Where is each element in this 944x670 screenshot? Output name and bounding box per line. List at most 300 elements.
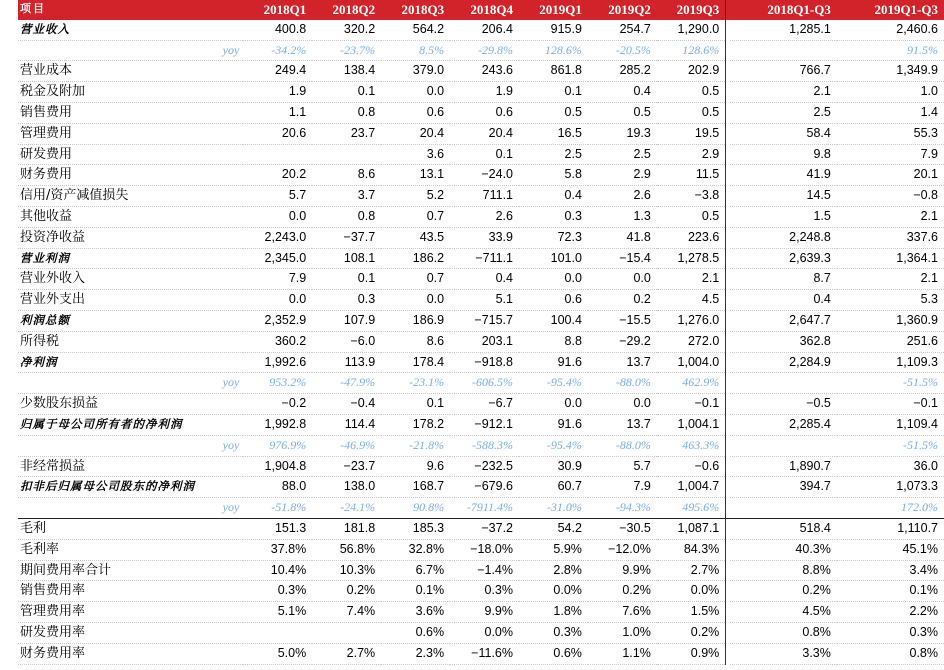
row-label: 毛利 bbox=[18, 518, 243, 539]
header-label: 项目 bbox=[18, 0, 243, 20]
cell-quarter: 138.4 bbox=[312, 61, 381, 82]
cell-quarter: -606.5% bbox=[450, 373, 519, 394]
cell-quarter: 0.0 bbox=[519, 269, 588, 290]
cell-quarter: 0.4 bbox=[519, 186, 588, 207]
cell-ytd: 1,109.4 bbox=[837, 414, 944, 435]
table-row bbox=[18, 227, 944, 248]
cell-quarter: 953.2% bbox=[243, 373, 312, 394]
cell-quarter: 1.0% bbox=[588, 622, 657, 643]
cell-ytd: 251.6 bbox=[837, 331, 944, 352]
cell-quarter: 1,992.8 bbox=[243, 414, 312, 435]
table-row bbox=[18, 248, 944, 269]
cell-ytd: 394.7 bbox=[730, 477, 837, 498]
cell-quarter: -88.0% bbox=[588, 373, 657, 394]
row-label: 投资净收益 bbox=[18, 227, 243, 248]
cell-quarter: 7.6% bbox=[588, 602, 657, 623]
cell-quarter: −12.0% bbox=[588, 539, 657, 560]
header-ytd: 2019Q1-Q3 bbox=[837, 0, 944, 20]
table-row bbox=[18, 102, 944, 123]
cell-ytd: 3.4% bbox=[837, 560, 944, 581]
cell-quarter: -51.8% bbox=[243, 498, 312, 519]
cell-quarter: 0.3 bbox=[519, 206, 588, 227]
cell-quarter: 1,004.7 bbox=[657, 477, 726, 498]
cell-quarter: 54.2 bbox=[519, 518, 588, 539]
cell-ytd: 1,890.7 bbox=[730, 456, 837, 477]
cell-quarter: 6.7% bbox=[381, 560, 450, 581]
cell-quarter: 1,290.0 bbox=[657, 20, 726, 40]
cell-quarter: 206.4 bbox=[450, 20, 519, 40]
cell-ytd: 58.4 bbox=[730, 123, 837, 144]
cell-ytd: 40.3% bbox=[730, 539, 837, 560]
table-row bbox=[18, 186, 944, 207]
cell-ytd: 2.1 bbox=[837, 206, 944, 227]
row-label: 税金及附加 bbox=[18, 82, 243, 103]
cell-quarter: 0.0 bbox=[243, 206, 312, 227]
cell-quarter: 0.0% bbox=[519, 581, 588, 602]
cell-ytd: 36.0 bbox=[837, 456, 944, 477]
cell-quarter: 0.3% bbox=[519, 622, 588, 643]
cell-ytd: 9.8 bbox=[730, 144, 837, 165]
cell-ytd: 1,285.1 bbox=[730, 20, 837, 40]
cell-quarter: -23.7% bbox=[312, 40, 381, 61]
cell-ytd: 2,647.7 bbox=[730, 310, 837, 331]
cell-quarter: 20.4 bbox=[450, 123, 519, 144]
cell-quarter: 101.0 bbox=[519, 248, 588, 269]
cell-quarter: 4.5 bbox=[657, 290, 726, 311]
cell-quarter: 3.6% bbox=[381, 602, 450, 623]
cell-ytd: 14.5 bbox=[730, 186, 837, 207]
cell-quarter: 114.4 bbox=[312, 414, 381, 435]
table-row bbox=[18, 61, 944, 82]
table-row bbox=[18, 456, 944, 477]
cell-ytd: 1.5 bbox=[730, 206, 837, 227]
table-row bbox=[18, 414, 944, 435]
table-row bbox=[18, 622, 944, 643]
cell-quarter: 138.0 bbox=[312, 477, 381, 498]
cell-ytd: 337.6 bbox=[837, 227, 944, 248]
cell-quarter: 1.9 bbox=[243, 82, 312, 103]
cell-ytd: 362.8 bbox=[730, 331, 837, 352]
cell-ytd: 2,460.6 bbox=[837, 20, 944, 40]
cell-quarter: 2.5 bbox=[588, 144, 657, 165]
yoy-row bbox=[18, 435, 944, 456]
cell-quarter: −715.7 bbox=[450, 310, 519, 331]
header-ytd: 2018Q1-Q3 bbox=[730, 0, 837, 20]
cell-quarter: 2.7% bbox=[312, 643, 381, 664]
cell-quarter: -20.5% bbox=[588, 40, 657, 61]
cell-ytd: 2,284.9 bbox=[730, 352, 837, 373]
table-row bbox=[18, 290, 944, 311]
cell-quarter: 0.8 bbox=[312, 206, 381, 227]
cell-quarter: 1.9 bbox=[450, 82, 519, 103]
row-label: 归属于母公司所有者的净利润 bbox=[18, 414, 243, 435]
cell-quarter: 2,243.0 bbox=[243, 227, 312, 248]
cell-quarter: 9.9% bbox=[450, 602, 519, 623]
cell-quarter: 0.0% bbox=[450, 622, 519, 643]
cell-quarter: −37.7 bbox=[312, 227, 381, 248]
cell-quarter: 100.4 bbox=[519, 310, 588, 331]
cell-quarter: 5.2 bbox=[381, 186, 450, 207]
cell-quarter: 5.8 bbox=[519, 165, 588, 186]
cell-quarter: 3.6 bbox=[381, 144, 450, 165]
cell-quarter: 1,004.0 bbox=[657, 352, 726, 373]
cell-quarter: −29.2 bbox=[588, 331, 657, 352]
cell-quarter: −15.5 bbox=[588, 310, 657, 331]
cell-quarter: 0.6 bbox=[450, 102, 519, 123]
cell-ytd: 0.1% bbox=[837, 581, 944, 602]
cell-quarter: −0.4 bbox=[312, 394, 381, 415]
cell-ytd: 0.3% bbox=[837, 622, 944, 643]
cell-quarter: −0.6 bbox=[657, 456, 726, 477]
row-label: 少数股东损益 bbox=[18, 394, 243, 415]
cell-quarter: 564.2 bbox=[381, 20, 450, 40]
cell-quarter: −11.6% bbox=[450, 643, 519, 664]
cell-ytd: 1,364.1 bbox=[837, 248, 944, 269]
cell-quarter: 285.2 bbox=[588, 61, 657, 82]
cell-quarter: 8.8 bbox=[519, 331, 588, 352]
cell-ytd: −0.1 bbox=[837, 394, 944, 415]
cell-quarter: 0.1 bbox=[312, 269, 381, 290]
cell-quarter: -94.3% bbox=[588, 498, 657, 519]
cell-quarter: 37.8% bbox=[243, 539, 312, 560]
cell-quarter: -47.9% bbox=[312, 373, 381, 394]
row-label: 管理费用 bbox=[18, 123, 243, 144]
cell-quarter: 168.7 bbox=[381, 477, 450, 498]
cell-quarter: 2.3% bbox=[381, 643, 450, 664]
cell-quarter: −37.2 bbox=[450, 518, 519, 539]
cell-quarter: 181.8 bbox=[312, 518, 381, 539]
cell-quarter: 1,278.5 bbox=[657, 248, 726, 269]
cell-quarter: 113.9 bbox=[312, 352, 381, 373]
cell-ytd: 1,109.3 bbox=[837, 352, 944, 373]
cell-quarter: 2.8% bbox=[519, 560, 588, 581]
cell-quarter: 2.6 bbox=[588, 186, 657, 207]
yoy-row bbox=[18, 373, 944, 394]
cell-ytd: 1,110.7 bbox=[837, 518, 944, 539]
cell-quarter: −0.1 bbox=[657, 394, 726, 415]
cell-ytd: 55.3 bbox=[837, 123, 944, 144]
cell-quarter: 0.6 bbox=[381, 102, 450, 123]
cell-quarter: 2.9 bbox=[657, 144, 726, 165]
cell-quarter: -24.1% bbox=[312, 498, 381, 519]
cell-quarter: 0.1 bbox=[312, 82, 381, 103]
cell-quarter: 1,904.8 bbox=[243, 456, 312, 477]
table-row bbox=[18, 477, 944, 498]
cell-quarter: 11.5 bbox=[657, 165, 726, 186]
cell-quarter: 0.7 bbox=[381, 269, 450, 290]
cell-quarter: −918.8 bbox=[450, 352, 519, 373]
header-quarter: 2018Q1 bbox=[243, 0, 312, 20]
cell-quarter bbox=[312, 144, 381, 165]
cell-quarter: 56.8% bbox=[312, 539, 381, 560]
row-label: 所得税 bbox=[18, 331, 243, 352]
cell-ytd: −0.5 bbox=[730, 394, 837, 415]
cell-quarter: 915.9 bbox=[519, 20, 588, 40]
table-row bbox=[18, 20, 944, 40]
header-row bbox=[18, 0, 944, 20]
cell-quarter: −23.7 bbox=[312, 456, 381, 477]
yoy-row bbox=[18, 498, 944, 519]
cell-quarter: 0.0 bbox=[243, 290, 312, 311]
cell-quarter: 0.5 bbox=[588, 102, 657, 123]
cell-quarter: 41.8 bbox=[588, 227, 657, 248]
cell-quarter: -88.0% bbox=[588, 435, 657, 456]
row-label: 销售费用 bbox=[18, 102, 243, 123]
cell-ytd: 8.8% bbox=[730, 560, 837, 581]
cell-quarter: 2.9 bbox=[588, 165, 657, 186]
row-label: 毛利率 bbox=[18, 539, 243, 560]
cell-quarter: -588.3% bbox=[450, 435, 519, 456]
cell-ytd: 2.2% bbox=[837, 602, 944, 623]
cell-ytd: 518.4 bbox=[730, 518, 837, 539]
cell-quarter: -31.0% bbox=[519, 498, 588, 519]
cell-quarter: 0.2 bbox=[588, 290, 657, 311]
cell-quarter: 0.3% bbox=[450, 581, 519, 602]
cell-quarter: 88.0 bbox=[243, 477, 312, 498]
cell-quarter: −24.0 bbox=[450, 165, 519, 186]
cell-ytd: 766.7 bbox=[730, 61, 837, 82]
cell-quarter: 5.9% bbox=[519, 539, 588, 560]
cell-quarter: 0.8 bbox=[312, 102, 381, 123]
row-label: 研发费用率 bbox=[18, 622, 243, 643]
row-label: 其他收益 bbox=[18, 206, 243, 227]
cell-quarter: 23.7 bbox=[312, 123, 381, 144]
row-label: 研发费用 bbox=[18, 144, 243, 165]
cell-quarter: 711.1 bbox=[450, 186, 519, 207]
row-label: 营业外收入 bbox=[18, 269, 243, 290]
row-label: 营业利润 bbox=[18, 248, 243, 269]
cell-quarter: 254.7 bbox=[588, 20, 657, 40]
cell-quarter: 9.6 bbox=[381, 456, 450, 477]
table-row bbox=[18, 352, 944, 373]
cell-ytd: 41.9 bbox=[730, 165, 837, 186]
cell-ytd: 91.5% bbox=[837, 40, 944, 61]
cell-ytd: 1,073.3 bbox=[837, 477, 944, 498]
table-row bbox=[18, 581, 944, 602]
cell-quarter: 128.6% bbox=[519, 40, 588, 61]
cell-quarter: 1,276.0 bbox=[657, 310, 726, 331]
cell-ytd: 172.0% bbox=[837, 498, 944, 519]
cell-quarter: 0.2% bbox=[312, 581, 381, 602]
cell-quarter: 20.4 bbox=[381, 123, 450, 144]
cell-quarter: 7.9 bbox=[243, 269, 312, 290]
cell-quarter: 0.6% bbox=[381, 622, 450, 643]
cell-quarter: −1.4% bbox=[450, 560, 519, 581]
cell-quarter: 10.3% bbox=[312, 560, 381, 581]
cell-ytd: 0.4 bbox=[730, 290, 837, 311]
cell-quarter: 360.2 bbox=[243, 331, 312, 352]
cell-quarter: 5.7 bbox=[588, 456, 657, 477]
cell-quarter: −18.0% bbox=[450, 539, 519, 560]
row-label: yoy bbox=[18, 40, 243, 61]
cell-quarter: -21.8% bbox=[381, 435, 450, 456]
cell-quarter: 91.6 bbox=[519, 414, 588, 435]
cell-quarter: 2,345.0 bbox=[243, 248, 312, 269]
cell-quarter: 9.9% bbox=[588, 560, 657, 581]
cell-quarter: 178.2 bbox=[381, 414, 450, 435]
cell-quarter: 2.5 bbox=[519, 144, 588, 165]
cell-ytd: 0.8% bbox=[730, 622, 837, 643]
cell-quarter: −912.1 bbox=[450, 414, 519, 435]
cell-quarter: 1,992.6 bbox=[243, 352, 312, 373]
table-row bbox=[18, 269, 944, 290]
cell-quarter: 1.1% bbox=[588, 643, 657, 664]
row-label: 净利润 bbox=[18, 352, 243, 373]
table-row bbox=[18, 602, 944, 623]
cell-quarter: 43.5 bbox=[381, 227, 450, 248]
cell-quarter: 19.5 bbox=[657, 123, 726, 144]
cell-quarter: 976.9% bbox=[243, 435, 312, 456]
cell-quarter: 3.7 bbox=[312, 186, 381, 207]
cell-quarter: −6.7 bbox=[450, 394, 519, 415]
cell-quarter: 186.9 bbox=[381, 310, 450, 331]
cell-quarter bbox=[243, 144, 312, 165]
cell-ytd: 2.1 bbox=[730, 82, 837, 103]
cell-quarter: 223.6 bbox=[657, 227, 726, 248]
cell-quarter bbox=[312, 622, 381, 643]
cell-ytd: 2,639.3 bbox=[730, 248, 837, 269]
cell-quarter: 13.1 bbox=[381, 165, 450, 186]
cell-quarter: -95.4% bbox=[519, 373, 588, 394]
cell-quarter: 0.0 bbox=[588, 394, 657, 415]
cell-quarter: -7911.4% bbox=[450, 498, 519, 519]
cell-ytd: 2,285.4 bbox=[730, 414, 837, 435]
cell-ytd bbox=[730, 40, 837, 61]
cell-quarter: 5.1% bbox=[243, 602, 312, 623]
row-label: 营业成本 bbox=[18, 61, 243, 82]
table-row bbox=[18, 539, 944, 560]
row-label: 销售费用率 bbox=[18, 581, 243, 602]
cell-ytd: 0.8% bbox=[837, 643, 944, 664]
cell-quarter: 861.8 bbox=[519, 61, 588, 82]
row-label: 财务费用 bbox=[18, 165, 243, 186]
cell-ytd: 1.4 bbox=[837, 102, 944, 123]
cell-ytd: 2.1 bbox=[837, 269, 944, 290]
cell-quarter: 84.3% bbox=[657, 539, 726, 560]
cell-quarter: 13.7 bbox=[588, 414, 657, 435]
table-body bbox=[18, 20, 944, 664]
cell-quarter: 107.9 bbox=[312, 310, 381, 331]
cell-quarter: 20.2 bbox=[243, 165, 312, 186]
cell-quarter: 185.3 bbox=[381, 518, 450, 539]
cell-quarter: 178.4 bbox=[381, 352, 450, 373]
table-row bbox=[18, 165, 944, 186]
cell-quarter: −0.2 bbox=[243, 394, 312, 415]
table-row bbox=[18, 331, 944, 352]
cell-quarter: 5.1 bbox=[450, 290, 519, 311]
cell-quarter: 5.0% bbox=[243, 643, 312, 664]
row-label: 信用/资产减值损失 bbox=[18, 186, 243, 207]
cell-quarter: 320.2 bbox=[312, 20, 381, 40]
row-label: yoy bbox=[18, 435, 243, 456]
cell-quarter: 1.8% bbox=[519, 602, 588, 623]
cell-ytd: 3.3% bbox=[730, 643, 837, 664]
cell-quarter: −30.5 bbox=[588, 518, 657, 539]
cell-quarter: 151.3 bbox=[243, 518, 312, 539]
cell-quarter: 203.1 bbox=[450, 331, 519, 352]
header-quarter: 2018Q4 bbox=[450, 0, 519, 20]
cell-quarter: 2,352.9 bbox=[243, 310, 312, 331]
cell-quarter: 186.2 bbox=[381, 248, 450, 269]
cell-quarter: 0.5 bbox=[519, 102, 588, 123]
cell-quarter: 0.6 bbox=[519, 290, 588, 311]
cell-quarter: 202.9 bbox=[657, 61, 726, 82]
cell-quarter: 7.4% bbox=[312, 602, 381, 623]
row-label: yoy bbox=[18, 498, 243, 519]
cell-quarter: 0.0 bbox=[381, 82, 450, 103]
cell-quarter: 1.1 bbox=[243, 102, 312, 123]
cell-ytd bbox=[730, 435, 837, 456]
income-statement-table bbox=[18, 0, 944, 665]
cell-quarter: 33.9 bbox=[450, 227, 519, 248]
cell-quarter: 0.2% bbox=[588, 581, 657, 602]
cell-quarter: 0.5 bbox=[657, 102, 726, 123]
cell-quarter: −679.6 bbox=[450, 477, 519, 498]
cell-quarter: 0.6% bbox=[519, 643, 588, 664]
cell-quarter: -46.9% bbox=[312, 435, 381, 456]
row-label: 扣非后归属母公司股东的净利润 bbox=[18, 477, 243, 498]
cell-quarter: 5.7 bbox=[243, 186, 312, 207]
cell-quarter: 0.4 bbox=[588, 82, 657, 103]
cell-quarter: 8.6 bbox=[381, 331, 450, 352]
cell-quarter: 0.1 bbox=[381, 394, 450, 415]
cell-quarter: 0.5 bbox=[657, 82, 726, 103]
cell-quarter: -34.2% bbox=[243, 40, 312, 61]
cell-quarter: 32.8% bbox=[381, 539, 450, 560]
cell-quarter: 13.7 bbox=[588, 352, 657, 373]
cell-quarter: 0.1% bbox=[381, 581, 450, 602]
table-row bbox=[18, 518, 944, 539]
cell-quarter: 108.1 bbox=[312, 248, 381, 269]
cell-quarter: 72.3 bbox=[519, 227, 588, 248]
row-label: 财务费用率 bbox=[18, 643, 243, 664]
cell-quarter: 0.1 bbox=[450, 144, 519, 165]
cell-quarter: 60.7 bbox=[519, 477, 588, 498]
table-row bbox=[18, 123, 944, 144]
cell-quarter: -29.8% bbox=[450, 40, 519, 61]
cell-quarter: 0.3% bbox=[243, 581, 312, 602]
header-quarter: 2018Q3 bbox=[381, 0, 450, 20]
cell-quarter bbox=[243, 622, 312, 643]
yoy-row bbox=[18, 40, 944, 61]
cell-quarter: 463.3% bbox=[657, 435, 726, 456]
cell-quarter: 10.4% bbox=[243, 560, 312, 581]
row-label: 期间费用率合计 bbox=[18, 560, 243, 581]
cell-quarter: 0.2% bbox=[657, 622, 726, 643]
table-row bbox=[18, 206, 944, 227]
cell-quarter: 0.1 bbox=[519, 82, 588, 103]
cell-quarter: 19.3 bbox=[588, 123, 657, 144]
cell-quarter: 90.8% bbox=[381, 498, 450, 519]
cell-quarter: 462.9% bbox=[657, 373, 726, 394]
header-quarter: 2019Q3 bbox=[657, 0, 726, 20]
cell-quarter: −15.4 bbox=[588, 248, 657, 269]
cell-ytd: 1.0 bbox=[837, 82, 944, 103]
cell-quarter: 249.4 bbox=[243, 61, 312, 82]
cell-quarter: 128.6% bbox=[657, 40, 726, 61]
cell-ytd: -51.5% bbox=[837, 373, 944, 394]
row-label: yoy bbox=[18, 373, 243, 394]
cell-ytd: 45.1% bbox=[837, 539, 944, 560]
cell-quarter: −232.5 bbox=[450, 456, 519, 477]
cell-ytd: 20.1 bbox=[837, 165, 944, 186]
table-row bbox=[18, 144, 944, 165]
cell-quarter: 91.6 bbox=[519, 352, 588, 373]
cell-quarter: −6.0 bbox=[312, 331, 381, 352]
cell-quarter: 400.8 bbox=[243, 20, 312, 40]
table-row bbox=[18, 394, 944, 415]
cell-quarter: 495.6% bbox=[657, 498, 726, 519]
